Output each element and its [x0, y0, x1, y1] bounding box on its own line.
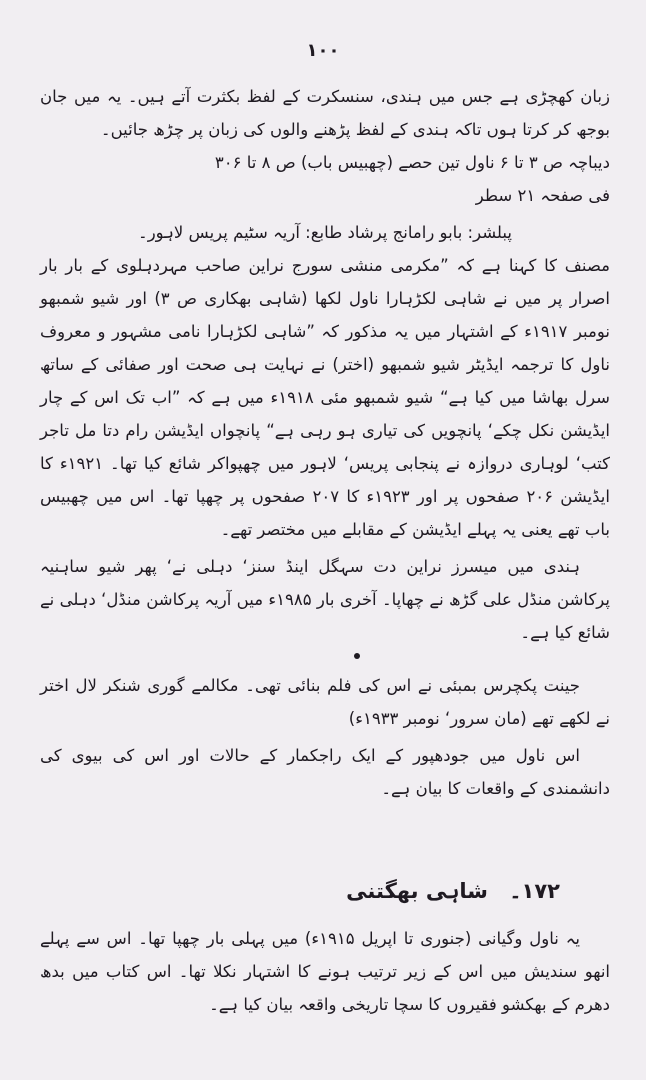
paragraph-film: جینت پکچرس بمبئی نے اس کی فلم بنائی تھی۔ مکالمے گوری شنکر لال اختر نے لکھے تھے (مان سرور‘ نومبر ۱۹۳۳ء) [40, 676, 610, 728]
paragraph-author-statement: مصنف کا کہنا ہے کہ ”مکرمی منشی سورج نراین صاحب مہردہلوی کے بار بار اصرار پر میں نے شاہی لکڑہارا ناول لکھا (شاہی بھکاری ص ۳) اور شیو شمبھو نومبر ۱۹۱۷ء کے اشتہار میں یہ مذکور کہ ”شاہی لکڑہارا نامی مشہور و معروف ناول کا ترجمہ ایڈیٹر شیو شمبھو (اختر) نے نہایت ہی صحت اور صفائی کے ساتھ سرل بھاشا میں کیا ہے“ شیو شمبھو مئی ۱۹۱۸ء میں ہے کہ ”اب تک اس کے چار ایڈیشن نکل چکے‘ پانچویں کی تیاری ہو رہی ہے“ پانچواں ایڈیشن رام دتا مل تاجر کتب‘ لوہاری دروازہ نے پنجابی پریس‘ لاہور میں چھپواکر شائع کیا تھا۔ ۱۹۲۱ء کا ایڈیشن ۲۰۶ صفحوں پر اور ۱۹۲۳ء کا ۲۰۷ صفحوں پر چھپا تھا۔ اس میں چھبیس باب تھے یعنی یہ پہلے ایڈیشن کے مقابلے میں مختصر تھے۔ [40, 256, 610, 539]
paragraph-hindi-editions: ہندی میں میسرز نراین دت سہگل اینڈ سنز‘ دہلی نے‘ پھر شیو ساہنیہ پرکاشن منڈل علی گڑھ نے چھاپا۔ آخری بار ۱۹۸۵ء میں آریہ پرکاشن منڈل‘ دہلی نے شائع کیا ہے۔ [40, 557, 610, 642]
paragraph-language-note: زبان کھچڑی ہے جس میں ہندی، سنسکرت کے لفظ بکثرت آتے ہیں۔ یہ میں جان بوجھ کر کرتا ہوں تاکہ ہندی کے لفظ پڑھنے والوں کی زبان پر چڑھ جائیں۔ [40, 87, 610, 139]
page-body [40, 80, 610, 1021]
paragraph-publication-history: یہ ناول وگیانی (جنوری تا اپریل ۱۹۱۵ء) میں پہلی بار چھپا تھا۔ اس سے پہلے انھو سندیش میں اس کے زیر ترتیب ہونے کا اشتہار نکلا تھا۔ اس کتاب میں بدھ دھرم کے بھکشو فقیروں کا سچا تاریخی واقعہ بیان کیا ہے۔ [40, 929, 610, 1014]
section-heading [40, 875, 560, 908]
section-number: ۱۷۲۔ [509, 879, 560, 903]
section-title: شاہی بھگتنی [346, 879, 488, 903]
publisher-line: پبلشر: بابو رامانج پرشاد طابع: آریہ سٹیم پریس لاہور۔ [138, 223, 512, 242]
lines-per-page-line: فی صفحہ ۲۱ سطر [475, 186, 610, 205]
paragraph-plot: اس ناول میں جودھپور کے ایک راجکمار کے حالات اور اس کی بیوی کی دانشمندی کے واقعات کا بیان ہے۔ [40, 746, 610, 798]
separator-dot [354, 653, 360, 659]
preface-pages-line: دیباچہ ص ۳ تا ۶ ناول تین حصے (چھبیس باب) ص ۸ تا ۳۰۶ [214, 153, 610, 172]
page-number: ۱۰۰ [306, 40, 340, 61]
